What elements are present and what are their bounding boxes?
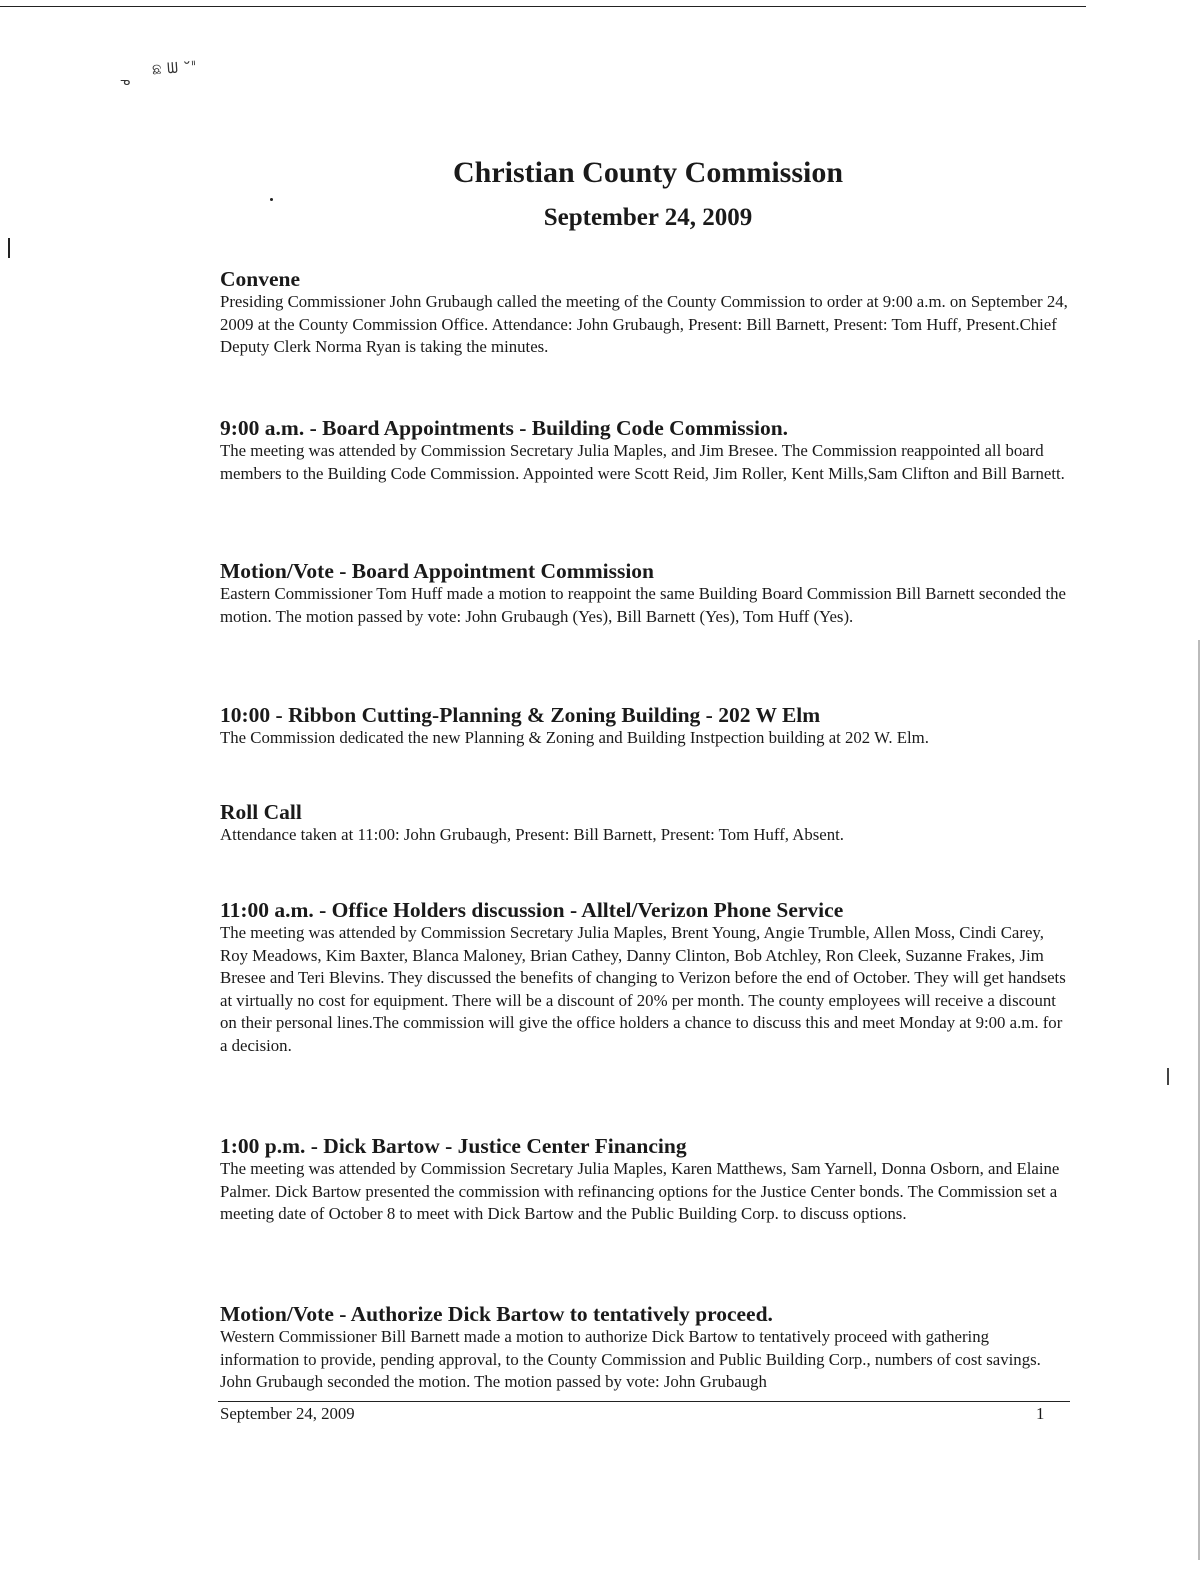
top-border-line (0, 6, 1086, 7)
section-ribbon-cutting (220, 703, 1070, 750)
section-heading: Convene (220, 267, 301, 291)
section-heading: 9:00 a.m. - Board Appointments - Building Code Commission. (220, 416, 789, 440)
section-heading: Motion/Vote - Authorize Dick Bartow to tentatively proceed. (220, 1302, 773, 1326)
section-heading: Roll Call (220, 800, 302, 824)
footer-date: September 24, 2009 (220, 1404, 355, 1423)
section-body: Attendance taken at 11:00: John Grubaugh, Present: Bill Barnett, Present: Tom Huff, Absent. (220, 825, 844, 844)
scan-tick-left (8, 238, 10, 258)
section-justice-center-financing (220, 1134, 1070, 1226)
handwritten-mark: ଛ ᗯ ᐡᐦ (151, 59, 198, 79)
section-motion-board-appointment (220, 559, 1070, 628)
section-body: Western Commissioner Bill Barnett made a motion to authorize Dick Bartow to tentatively proceed with gathering information to provide, pending approval, to the County Commission and Public Building Corp., numbers of cost savings. John Grubaugh seconded the motion. The motion passed by vote: John Grubaugh (220, 1327, 1041, 1391)
section-roll-call (220, 800, 1070, 847)
section-office-holders (220, 898, 1070, 1057)
section-heading: Motion/Vote - Board Appointment Commission (220, 559, 655, 583)
section-motion-authorize-bartow (220, 1302, 1070, 1394)
section-board-appointments (220, 416, 1070, 485)
footer-rule (218, 1401, 1070, 1402)
section-body: Presiding Commissioner John Grubaugh called the meeting of the County Commission to order at 9:00 a.m. on September 24, 2009 at the County Commission Office. Attendance: John Grubaugh, Present: Bill Barnett, Present: Tom Huff, Present.Chief Deputy Clerk Norma Ryan is taking the minutes. (220, 292, 1068, 356)
section-body: Eastern Commissioner Tom Huff made a motion to reappoint the same Building Board Commission Bill Barnett seconded the motion. The motion passed by vote: John Grubaugh (Yes), Bill Barnett (Yes), Tom Huff (Yes). (220, 584, 1067, 626)
section-heading: 11:00 a.m. - Office Holders discussion - Alltel/Verizon Phone Service (220, 898, 844, 922)
section-body: The meeting was attended by Commission Secretary Julia Maples, and Jim Bresee. The Commission reappointed all board members to the Building Code Commission. Appointed were Scott Reid, Jim Roller, Kent Mills,Sam Clifton and Bill Barnett. (220, 441, 1065, 483)
scan-tick-right (1167, 1068, 1169, 1085)
scan-speck (270, 198, 273, 201)
handwritten-mark-small: ᓀ (120, 74, 131, 88)
section-heading: 1:00 p.m. - Dick Bartow - Justice Center Financing (220, 1134, 687, 1158)
section-heading: 10:00 - Ribbon Cutting-Planning & Zoning Building - 202 W Elm (220, 703, 821, 727)
page-number: 1 (1036, 1404, 1045, 1423)
section-body: The Commission dedicated the new Planning & Zoning and Building Instpection building at 202 W. Elm. (220, 728, 929, 747)
section-convene (220, 267, 1070, 359)
document-date: September 24, 2009 (543, 204, 753, 231)
document-title: Christian County Commission (452, 156, 844, 189)
section-body: The meeting was attended by Commission Secretary Julia Maples, Brent Young, Angie Trumble, Allen Moss, Cindi Carey, Roy Meadows, Kim Baxter, Blanca Maloney, Brian Cathey, Danny Clinton, Bob Atchley, Ron Cleek, Suzanne Frakes, Jim Bresee and Teri Blevins. They discussed the benefits of changing to Verizon before the end of October. They will get handsets at virtually no cost for equipment. There will be a discount of 20% per month. The county employees will receive a discount on their personal lines.The commission will give the office holders a chance to discuss this and meet Monday at 9:00 a.m. for a decision. (220, 923, 1066, 1055)
section-body: The meeting was attended by Commission Secretary Julia Maples, Karen Matthews, Sam Yarnell, Donna Osborn, and Elaine Palmer. Dick Bartow presented the commission with refinancing options for the Justice Center bonds. The Commission set a meeting date of October 8 to meet with Dick Bartow and the Public Building Corp. to discuss options. (220, 1159, 1060, 1223)
